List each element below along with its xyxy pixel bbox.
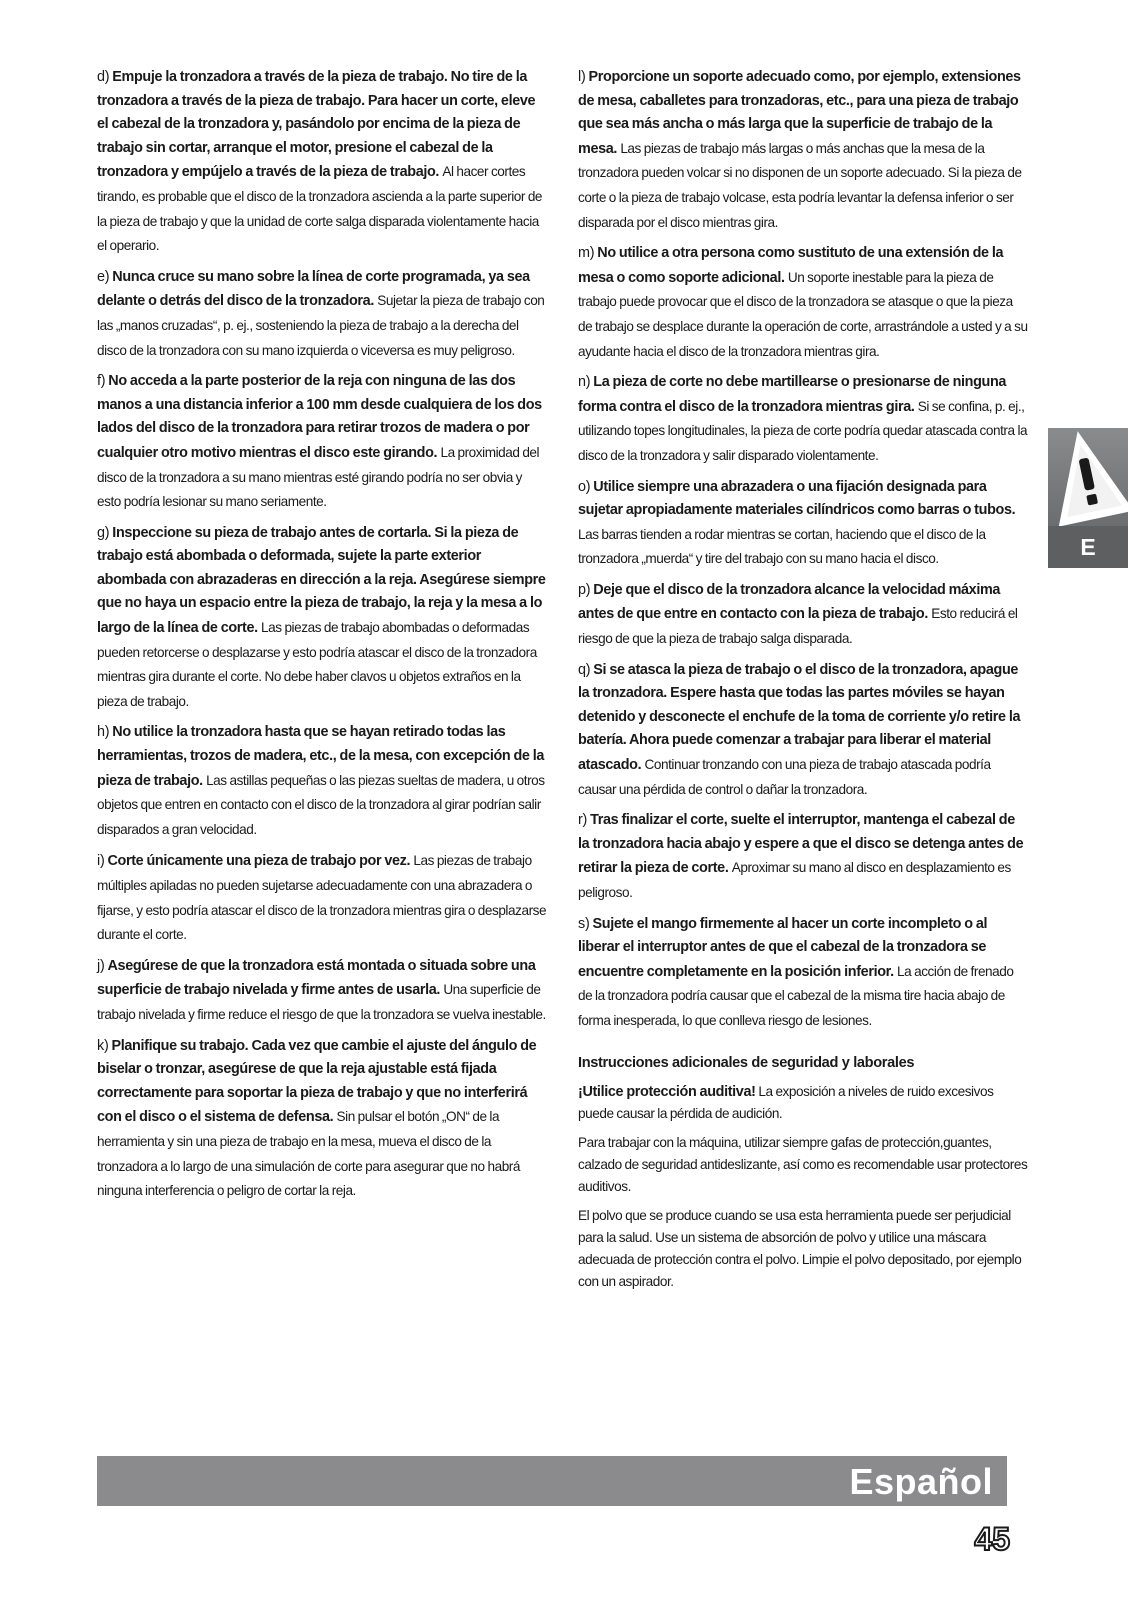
item-bold-text: No utilice a otra persona como sustituto de una extensión de la mesa o como soporte adicional. — [578, 245, 1004, 286]
item-body-text: Sujetar la pieza de trabajo con las „manos cruzadas“, p. ej., sosteniendo la pieza de trabajo a la derecha del disco de la tronzadora con su mano izquierda o viceversa es muy peligroso. — [97, 293, 545, 358]
warning-exclamation-icon — [1048, 428, 1128, 526]
instruction-item-m — [578, 242, 1028, 364]
instruction-item-d — [97, 66, 547, 259]
item-body-text: Esto reducirá el riesgo de que la pieza de trabajo salga disparada. — [578, 606, 1018, 647]
item-body-text: Si se confina, p. ej., utilizando topes longitudinales, la pieza de corte podría quedar atascada contra la disco de la tronzadora y salir disparado violentamente. — [578, 398, 1028, 463]
item-letter: g) — [97, 524, 110, 541]
instruction-item-g — [97, 522, 547, 715]
page-number: 45 — [974, 1521, 1010, 1557]
instruction-item-h — [97, 721, 547, 842]
item-body-text: La proximidad del disco de la tronzadora a su mano mientras esté girando podría no ser obvia y esto podría lesionar su mano seriamente. — [97, 444, 540, 510]
item-letter: o) — [578, 478, 591, 495]
item-body-text: Un soporte inestable para la pieza de trabajo puede provocar que el disco de la tronzadora se atasque o que la pieza de trabajo se desplace durante la operación de corte, arrastrándole a usted y a su ayudante hacia el disco de la tronzadora mientras gira. — [578, 269, 1028, 359]
footer-language-bar — [97, 1456, 1007, 1506]
item-bold-text: Empuje la tronzadora a través de la pieza de trabajo. No tire de la tronzadora a través de la pieza de trabajo. Para hacer un corte, eleve el cabezal de la tronzadora y, pasándolo por encima de la pieza de trabajo sin cortar, arranque el motor, presione el cabezal de la tronzadora y empújelo a través de la pieza de trabajo. — [97, 69, 536, 181]
item-letter: p) — [578, 581, 591, 598]
item-body-text: Las piezas de trabajo múltiples apiladas no pueden sujetarse adecuadamente con una abrazadera o fijarse, y esto podría atascar el disco de la tronzadora mientras gira o desplazarse durante el corte. — [97, 853, 547, 943]
item-letter: l) — [578, 69, 586, 85]
hearing-protection-paragraph — [578, 1081, 1028, 1125]
instruction-item-i — [97, 849, 547, 947]
footer-language-label: Español — [849, 1461, 993, 1502]
item-bold-text: Corte únicamente una pieza de trabajo por vez. — [107, 853, 411, 870]
item-bold-text: La pieza de corte no debe martillearse o presionarse de ninguna forma contra el disco de la tronzadora mientras gira. — [578, 374, 1007, 415]
item-letter: h) — [97, 724, 110, 741]
instruction-item-n — [578, 371, 1028, 468]
item-bold-text: No acceda a la parte posterior de la reja con ninguna de las dos manos a una distancia inferior a 100 mm desde cualquiera de los dos lados del disco de la tronzadora para retirar trozos de madera o por cualquier otro motivo mientras el disco este girando. — [97, 373, 542, 461]
instruction-item-j — [97, 955, 547, 1028]
item-body-text: Las astillas pequeñas o las piezas sueltas de madera, u otros objetos que entren en contacto con el disco de la tronzadora al girar podrían salir disparados a gran velocidad. — [97, 772, 545, 837]
protective-gear-paragraph: Para trabajar con la máquina, utilizar siempre gafas de protección,guantes, calzado de seguridad antideslizante, así como es recomendable usar protectores auditivos. — [578, 1135, 1028, 1195]
item-body-text: Sin pulsar el botón „ON“ de la herramienta y sin una pieza de trabajo en la mesa, mueva el disco de la tronzadora a lo largo de una simulación de corte para asegurar que no habrá ninguna interferencia o peligro de cortar la reja. — [97, 1109, 520, 1199]
item-bold-text: Tras finalizar el corte, suelte el interruptor, mantenga el cabezal de la tronzadora hacia abajo y espere a que el disco se detenga antes de retirar la pieza de corte. — [578, 812, 1024, 877]
item-bold-text: Planifique su trabajo. Cada vez que cambie el ajuste del ángulo de biselar o tronzar, asegúrese de que la reja ajustable está fijada correctamente para soportar la pieza de trabajo y que no interferirá con el disco o el sistema de defensa. — [97, 1037, 537, 1126]
language-side-tab — [1048, 428, 1128, 568]
item-letter: s) — [578, 915, 590, 932]
item-bold-text: Inspeccione su pieza de trabajo antes de cortarla. Si la pieza de trabajo está abombada o deformada, sujete la parte exterior abombada con abrazaderas en dirección a la reja. Asegúrese siempre que no haya un espacio entre la pieza de trabajo, la reja y la mesa a lo largo de la línea de corte. — [97, 524, 546, 637]
item-letter: d) — [97, 69, 110, 85]
item-bold-text: Utilice siempre una abrazadera o una fijación designada para sujetar apropiadamente materiales cilíndricos como barras o tubos. — [578, 478, 1016, 519]
dust-paragraph: El polvo que se produce cuando se usa esta herramienta puede ser perjudicial para la salud. Use un sistema de absorción de polvo y utilice una máscara adecuada de protección contra el polvo. Limpie el polvo depositado, por ejemplo con un aspirador. — [578, 1208, 1022, 1290]
instruction-item-o — [578, 476, 1028, 572]
instruction-item-l — [578, 66, 1028, 235]
item-bold-text: Asegúrese de que la tronzadora está montada o situada sobre una superficie de trabajo nivelada y firme antes de usarla. — [97, 957, 536, 999]
item-body-text: Una superficie de trabajo nivelada y firme reduce el riesgo de que la tronzadora se vuelva inestable. — [97, 982, 546, 1022]
item-bold-text: Deje que el disco de la tronzadora alcance la velocidad máxima antes de que entre en contacto con la pieza de trabajo. — [578, 581, 1001, 623]
item-letter: q) — [578, 661, 591, 678]
additional-instructions-heading: Instrucciones adicionales de seguridad y laborales — [578, 1054, 915, 1071]
item-letter: n) — [578, 374, 591, 391]
instruction-item-f — [97, 370, 547, 515]
item-letter: e) — [97, 268, 110, 285]
item-bold-text: Proporcione un soporte adecuado como, por ejemplo, extensiones de mesa, caballetes para tronzadoras, etc., para una pieza de trabajo que sea más ancha o más larga que la superficie de trabajo de la mesa. — [578, 69, 1021, 157]
left-column — [97, 66, 547, 1211]
item-body-text: Las barras tienden a rodar mientras se cortan, haciendo que el disco de la tronzadora „muerda“ y tire del trabajo con su mano hacia el disco. — [578, 526, 986, 567]
instruction-item-q — [578, 659, 1028, 803]
item-body-text: Al hacer cortes tirando, es probable que el disco de la tronzadora ascienda a la parte superior de la pieza de trabajo y que la unidad de corte salga disparada violentamente hacia el operario. — [97, 164, 543, 254]
instruction-item-e — [97, 266, 547, 363]
item-body-text: La acción de frenado de la tronzadora podría causar que el cabezal de la misma tire hacia abajo de forma inesperada, lo que conlleva riesgo de lesiones. — [578, 963, 1014, 1028]
right-column — [578, 66, 1028, 1300]
item-letter: f) — [97, 373, 106, 390]
language-letter: E — [1080, 534, 1096, 560]
item-body-text: Las piezas de trabajo abombadas o deformadas pueden retorcerse o desplazarse y esto podría atascar el disco de la tronzadora mientras gira durante el corte. No debe haber clavos u objetos extraños en la pieza de trabajo. — [97, 620, 537, 709]
item-bold-text: No utilice la tronzadora hasta que se hayan retirado todas las herramientas, trozos de madera, etc., de la mesa, con excepción de la pieza de trabajo. — [97, 724, 545, 789]
item-body-text: Continuar tronzando con una pieza de trabajo atascada podría causar una pérdida de control o dañar la tronzadora. — [578, 757, 991, 797]
item-letter: i) — [97, 853, 105, 870]
instruction-item-s — [578, 913, 1028, 1034]
item-bold-text: Nunca cruce su mano sobre la línea de corte programada, ya sea delante o detrás del disco de la tronzadora. — [97, 268, 530, 310]
instruction-item-p — [578, 579, 1028, 652]
item-body-text: Aproximar su mano al disco en desplazamiento es peligroso. — [578, 860, 1011, 900]
warning-triangle-icon — [1048, 428, 1128, 526]
hearing-protection-bold: ¡Utilice protección auditiva! — [578, 1084, 756, 1101]
item-letter: j) — [97, 957, 105, 974]
item-letter: k) — [97, 1037, 109, 1054]
item-bold-text: Si se atasca la pieza de trabajo o el disco de la tronzadora, apague la tronzadora. Espere hasta que todas las partes móviles se hayan detenido y desconecte el enchufe de la toma de corriente y/o retire la batería. Ahora puede comenzar a trabajar para liberar el material atascado. — [578, 661, 1021, 774]
item-bold-text: Sujete el mango firmemente al hacer un corte incompleto o al liberar el interruptor antes de que el cabezal de la tronzadora se encuentre completamente en la posición inferior. — [578, 915, 988, 980]
hearing-protection-text: La exposición a niveles de ruido excesivos puede causar la pérdida de audición. — [578, 1084, 994, 1122]
instruction-item-k — [97, 1035, 547, 1204]
instruction-item-r — [578, 809, 1028, 905]
item-letter: r) — [578, 812, 588, 829]
item-letter: m) — [578, 245, 595, 262]
item-body-text: Las piezas de trabajo más largas o más anchas que la mesa de la tronzadora pueden volcar si no disponen de un soporte adecuado. Si la pieza de corte o la pieza de trabajo volcase, esta podría levantar la defensa inferior o ser disparada por el disco mientras gira. — [578, 140, 1022, 230]
